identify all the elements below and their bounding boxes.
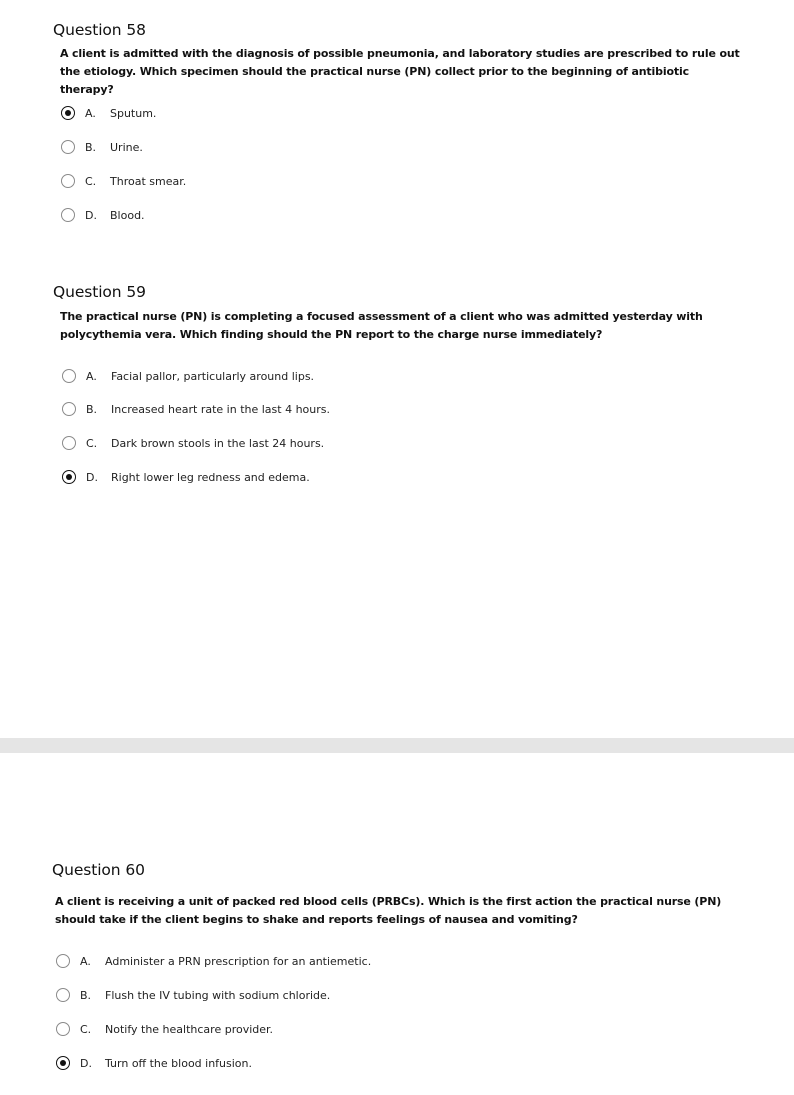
- option-text: Sputum.: [110, 107, 157, 120]
- option-text: Right lower leg redness and edema.: [111, 471, 310, 484]
- question-60-title: Question 60: [52, 861, 145, 879]
- radio-button[interactable]: [62, 436, 76, 450]
- option-text: Facial pallor, particularly around lips.: [111, 370, 315, 383]
- option-letter: B.: [86, 403, 98, 416]
- question-59-text: The practical nurse (PN) is completing a focused assessment of a client who was admitted yesterday with polycythemia vera. Which finding should the PN report to the charge nurse immediately?: [60, 310, 703, 341]
- option-letter: A.: [85, 107, 96, 120]
- option-text: Dark brown stools in the last 24 hours.: [111, 437, 325, 450]
- question-60-text: A client is receiving a unit of packed red blood cells (PRBCs). Which is the first action the practical nurse (PN) should take if the client begins to shake and reports feelings of nausea and vomiting?: [55, 895, 722, 926]
- radio-dot-icon: [66, 474, 72, 480]
- radio-button[interactable]: [56, 954, 70, 968]
- option-text: Urine.: [110, 141, 143, 154]
- option-text: Increased heart rate in the last 4 hours.: [111, 403, 331, 416]
- option-letter: A.: [80, 955, 91, 968]
- page-divider: [0, 738, 794, 753]
- option-letter: D.: [80, 1057, 92, 1070]
- option-text: Throat smear.: [110, 175, 187, 188]
- option-letter: C.: [86, 437, 98, 450]
- option-letter: D.: [85, 209, 97, 222]
- option-text: Turn off the blood infusion.: [105, 1057, 253, 1070]
- question-58-text: A client is admitted with the diagnosis of possible pneumonia, and laboratory studies are prescribed to rule out the etiology. Which specimen should the practical nurse (PN) collect prior to the beginning of antibiotic therapy?: [60, 47, 740, 96]
- option-letter: D.: [86, 471, 98, 484]
- radio-dot-icon: [65, 110, 71, 116]
- option-text: Notify the healthcare provider.: [105, 1023, 274, 1036]
- radio-button[interactable]: [61, 174, 75, 188]
- option-letter: C.: [85, 175, 97, 188]
- radio-button[interactable]: [56, 1022, 70, 1036]
- radio-button[interactable]: [62, 402, 76, 416]
- radio-button[interactable]: [61, 208, 75, 222]
- option-text: Blood.: [110, 209, 145, 222]
- question-58-title: Question 58: [53, 21, 146, 39]
- radio-button[interactable]: [62, 369, 76, 383]
- option-letter: C.: [80, 1023, 92, 1036]
- option-text: Flush the IV tubing with sodium chloride.: [105, 989, 331, 1002]
- radio-button[interactable]: [56, 988, 70, 1002]
- option-letter: B.: [80, 989, 92, 1002]
- option-letter: A.: [86, 370, 97, 383]
- option-text: Administer a PRN prescription for an antiemetic.: [105, 955, 372, 968]
- option-letter: B.: [85, 141, 97, 154]
- question-59-title: Question 59: [53, 283, 146, 301]
- radio-button-selected[interactable]: [61, 106, 75, 120]
- radio-button[interactable]: [61, 140, 75, 154]
- radio-dot-icon: [60, 1060, 66, 1066]
- radio-button-selected[interactable]: [62, 470, 76, 484]
- radio-button-selected[interactable]: [56, 1056, 70, 1070]
